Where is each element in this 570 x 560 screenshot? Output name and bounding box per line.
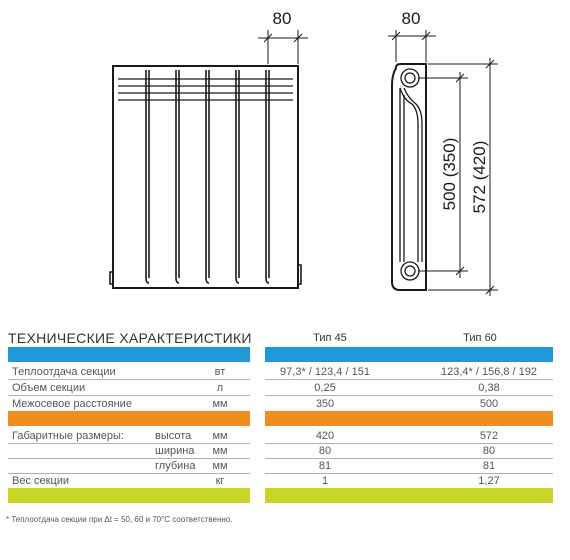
row-value-tip45: 1 xyxy=(321,475,329,487)
row-value-tip45: 81 xyxy=(318,460,332,472)
side-view xyxy=(392,64,426,290)
row-sublabel: ширина xyxy=(155,445,195,457)
row-value-tip60: 81 xyxy=(482,460,496,472)
row-value-tip60: 572 xyxy=(479,430,499,442)
front-width-dimension xyxy=(258,30,308,64)
blue-band-left xyxy=(8,347,250,362)
row-value-tip45: 97,3* / 123,4 / 151 xyxy=(280,366,370,378)
row-label: Вес секции xyxy=(12,475,70,487)
lime-band-left xyxy=(8,488,250,503)
blue-band-right xyxy=(265,347,553,362)
row-value-tip60: 1,27 xyxy=(478,475,500,487)
row-unit: л xyxy=(216,382,224,394)
row-value-tip60: 0,38 xyxy=(478,382,500,394)
orange-band-right xyxy=(265,411,553,426)
row-sublabel: высота xyxy=(155,430,192,442)
row-value-tip60: 80 xyxy=(482,445,496,457)
orange-band-left xyxy=(8,411,250,426)
footnote: * Теплоотдача секции при Δt = 50, 60 и 70°С соответственно. xyxy=(6,515,233,524)
row-label: Межосевое расстояние xyxy=(12,398,132,410)
row-unit: кг xyxy=(215,475,225,487)
side-width-dimension xyxy=(388,30,436,62)
axis-distance-label: 500 (350) xyxy=(440,137,459,211)
row-value-tip45: 350 xyxy=(315,398,335,410)
total-height-label: 572 (420) xyxy=(470,140,489,214)
side-width-label: 80 xyxy=(401,9,421,28)
row-unit: мм xyxy=(212,430,228,442)
row-unit: мм xyxy=(212,398,228,410)
row-label: Габаритные размеры: xyxy=(12,430,124,442)
row-value-tip60: 123,4* / 156,8 / 192 xyxy=(440,366,538,378)
row-label: Объем секции xyxy=(12,382,86,394)
row-label: Теплоотдача секции xyxy=(12,366,116,378)
column-header-tip45: Тип 45 xyxy=(313,332,347,344)
row-unit: вт xyxy=(214,366,226,378)
column-header-tip60: Тип 60 xyxy=(463,332,497,344)
lime-band-right xyxy=(265,488,553,503)
row-value-tip60: 500 xyxy=(479,398,499,410)
row-value-tip45: 80 xyxy=(318,445,332,457)
front-view xyxy=(110,66,301,288)
row-value-tip45: 420 xyxy=(315,430,335,442)
row-value-tip45: 0,25 xyxy=(314,382,336,394)
row-unit: мм xyxy=(212,460,228,472)
row-unit: мм xyxy=(212,445,228,457)
row-sublabel: глубина xyxy=(155,460,196,472)
spec-title: ТЕХНИЧЕСКИЕ ХАРАКТЕРИСТИКИ xyxy=(8,330,252,346)
front-width-label: 80 xyxy=(272,9,292,28)
